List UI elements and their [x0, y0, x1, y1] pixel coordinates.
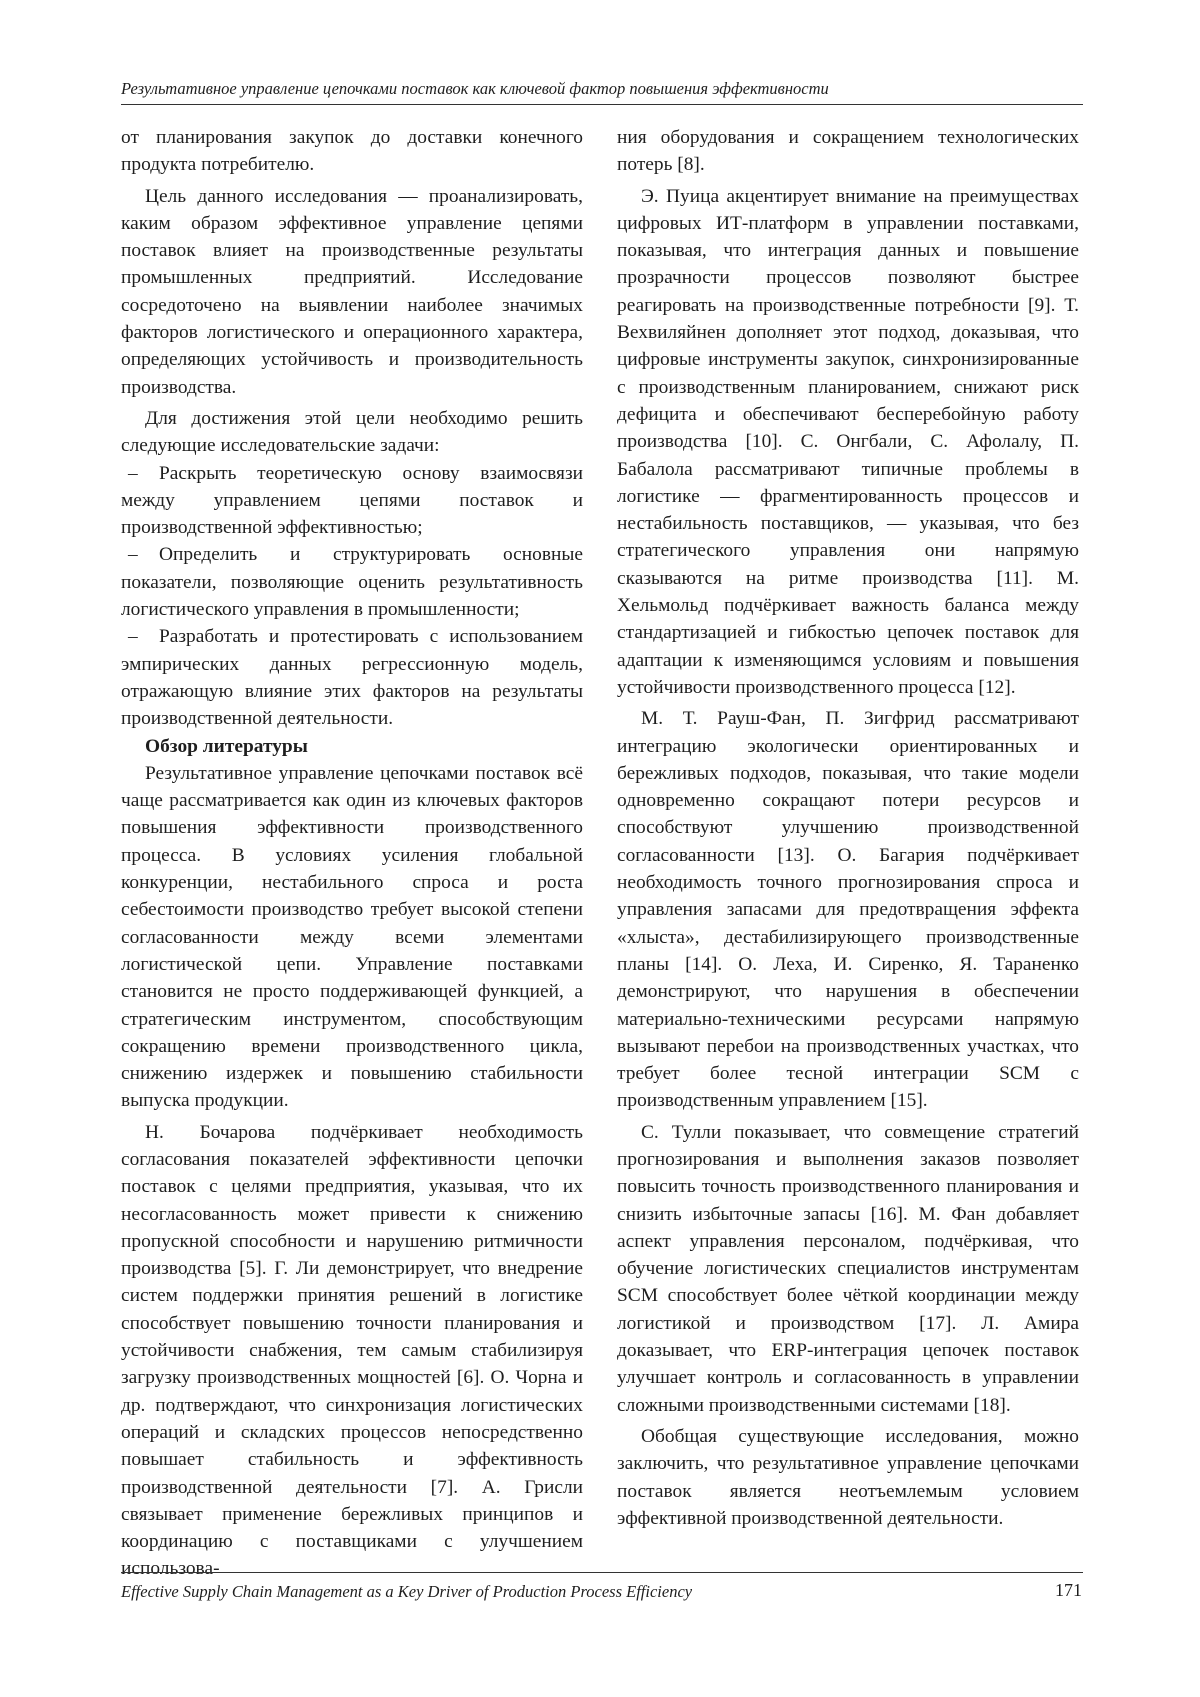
right-paragraph-5: Обобщая существующие исследования, можно заключить, что результативное управление цепочками поставок является неотъемлемым условием эффективной производственной деятельности.	[617, 1425, 1079, 1529]
right-column	[617, 124, 1079, 1532]
right-paragraph-1: ния оборудования и сокращением технологических потерь [8].	[617, 127, 1079, 176]
page-number: 171	[1055, 1580, 1082, 1600]
running-header	[121, 76, 1083, 105]
footer-english-title: Effective Supply Chain Management as a Key Driver of Production Process Efficiency	[121, 1582, 693, 1601]
section-heading: Обзор литературы	[145, 735, 308, 757]
right-paragraph-3: М. Т. Рауш-Фан, П. Зигфрид рассматривают интеграцию экологически ориентированных и бережливых подходов, показывая, что такие модели одновременно сокращают потери ресурсов и способствуют улучшению производственной согласованности [13]. О. Багария подчёркивает необходимость точного прогнозирования спроса и управления запасами для предотвращения эффекта «хлыста», дестабилизирующего производственные планы [14]. О. Леха, И. Сиренко, Я. Тараненко демонстрируют, что нарушения в обеспечении материально-техническими ресурсами напрямую вызывают перебои на производственных участках, что требует более тесной интеграции SCM с производственным управлением [15].	[617, 708, 1079, 1112]
left-paragraph-1: от планирования закупок до доставки конечного продукта потребителю.	[121, 127, 583, 176]
bullet-dash: –	[128, 626, 138, 648]
task-text: Раскрыть теоретическую основу взаимосвязи между управлением цепями поставок и производственной эффективностью;	[121, 462, 583, 539]
task-text: Разработать и протестировать с использованием эмпирических данных регрессионную модель, отражающую влияние этих факторов на результаты производственной деятельности.	[121, 626, 583, 730]
right-paragraph-2: Э. Пуица акцентирует внимание на преимуществах цифровых ИТ-платформ в управлении поставками, показывая, что интеграция данных и повышение прозрачности процессов позволяют быстрее реагировать на производственные потребности [9]. Т. Вехвиляйнен дополняет этот подход, доказывая, что цифровые инструменты закупок, синхронизированные с производственным планированием, снижают риск дефицита и обеспечивают бесперебойную работу производства [10]. С. Онгбали, С. Афолалу, П. Бабалола рассматривают типичные проблемы в логистике — фрагментированность процессов и нестабильность поставщиков, — указывая, что без стратегического управления они напрямую сказываются на ритме производства [11]. М. Хельмольд подчёркивает важность баланса между стандартизацией и гибкостью цепочек поставок для адаптации к изменяющимся условиям и повышения устойчивости производственного процесса [12].	[617, 185, 1079, 698]
task-list-item	[121, 541, 583, 623]
left-paragraph-2: Цель данного исследования — проанализировать, каким образом эффективное управление цепями поставок влияет на производственные результаты промышленных предприятий. Исследование сосредоточено на выявлении наиболее значимых факторов логистического и операционного характера, определяющих устойчивость и производительность производства.	[121, 185, 583, 398]
running-title: Результативное управление цепочками поставок как ключевой фактор повышения эффективности	[121, 79, 829, 98]
footer-divider	[121, 1572, 1083, 1573]
bullet-dash: –	[128, 462, 138, 484]
bullet-dash: –	[128, 544, 138, 566]
left-paragraph-5: Н. Бочарова подчёркивает необходимость согласования показателей эффективности цепочки поставок с целями предприятия, указывая, что их несогласованность может привести к снижению пропускной способности и нарушению ритмичности производства [5]. Г. Ли демонстрирует, что внедрение систем поддержки принятия решений в логистике способствует повышению точности планирования и устойчивости снабжения, тем самым стабилизируя загрузку производственных мощностей [6]. О. Чорна и др. подтверждают, что синхронизация логистических операций и складских процессов непосредственно повышает стабильность и эффективность производственной деятельности [7]. А. Грисли связывает применение бережливых принципов и координацию с поставщиками с улучшением использова-	[121, 1121, 583, 1580]
left-paragraph-3: Для достижения этой цели необходимо решить следующие исследовательские задачи:	[121, 407, 583, 457]
task-text: Определить и структурировать основные показатели, позволяющие оценить результативность логистического управления в промышленности;	[121, 544, 583, 621]
left-column	[121, 124, 583, 1583]
left-paragraph-4: Результативное управление цепочками поставок всё чаще рассматривается как один из ключевых факторов повышения эффективности производственного процесса. В условиях усиления глобальной конкуренции, нестабильного спроса и роста себестоимости производство требует высокой степени согласованности между всеми элементами логистической цепи. Управление поставками становится не просто поддерживающей функцией, а стратегическим инструментом, способствующим сокращению времени производственного цикла, снижению издержек и повышению стабильности выпуска продукции.	[121, 762, 583, 1112]
task-list-item	[121, 460, 583, 542]
task-list-item	[121, 623, 583, 732]
right-paragraph-4: С. Тулли показывает, что совмещение стратегий прогнозирования и выполнения заказов позволяет повысить точность производственного планирования и снизить избыточные запасы [16]. М. Фан добавляет аспект управления персоналом, подчёркивая, что обучение логистических специалистов инструментам SCM способствует более чёткой координации между логистикой и производством [17]. Л. Амира доказывает, что ERP-интеграция цепочек поставок улучшает контроль и согласованность в управлении сложными производственными системами [18].	[617, 1121, 1079, 1416]
